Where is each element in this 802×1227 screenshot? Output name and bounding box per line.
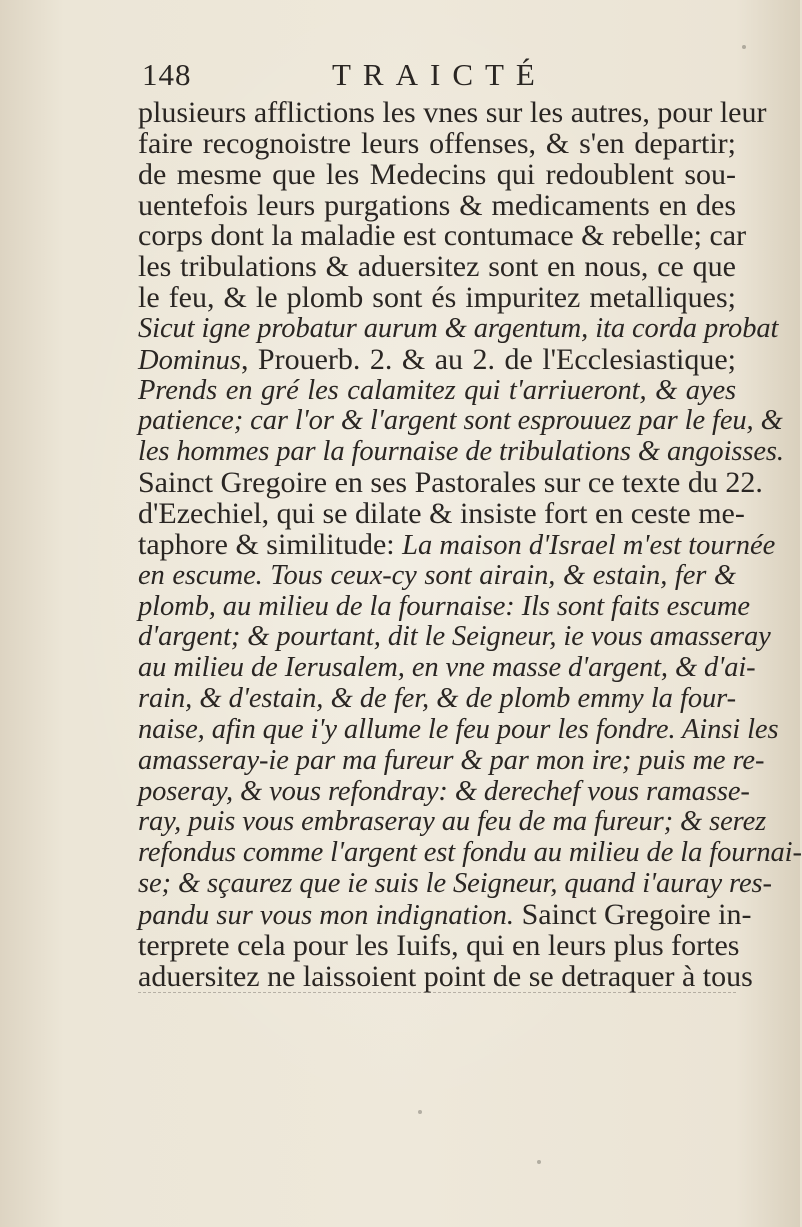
text-line: Sicut igne probatur aurum & argentum, ita corda probat xyxy=(138,312,779,344)
italic-segment: La maison d'Israel m'est tournée xyxy=(402,529,776,561)
roman-segment: taphore & similitude: xyxy=(138,527,403,561)
text-line: terprete cela pour les Iuifs, qui en leurs plus fortes xyxy=(138,928,740,962)
text-line: plomb, au milieu de la fournaise: Ils sont faits escume xyxy=(138,590,750,622)
text-line xyxy=(138,897,752,931)
text-line xyxy=(138,342,736,376)
page-number: 148 xyxy=(142,57,192,92)
text-line: d'Ezechiel, qui se dilate & insiste fort en ceste me- xyxy=(138,496,745,530)
text-line: poseray, & vous refondray: & derechef vous ramasse- xyxy=(138,775,750,807)
ink-speck xyxy=(537,1160,541,1164)
text-line: ray, puis vous embraseray au feu de ma fureur; & serez xyxy=(138,806,767,838)
text-line: corps dont la maladie est contumace & rebelle; car xyxy=(138,219,747,253)
page-header xyxy=(142,58,742,98)
roman-segment: Sainct Gregoire in- xyxy=(514,897,752,931)
text-line: les tribulations & aduersitez sont en nous, ce que xyxy=(138,250,736,284)
text-line: Prends en gré les calamitez qui t'arriueront, & ayes xyxy=(138,374,736,406)
roman-segment: , Prouerb. 2. & au 2. de l'Ecclesiastique; xyxy=(240,342,736,376)
text-line: se; & sçaurez que ie suis le Seigneur, quand i'auray res- xyxy=(138,868,772,900)
text-line: en escume. Tous ceux-cy sont airain, & estain, fer & xyxy=(138,559,736,591)
text-line: les hommes par la fournaise de tribulations & angoisses. xyxy=(138,436,784,468)
text-line: de mesme que les Medecins qui redoublent sou- xyxy=(138,157,736,191)
text-line: patience; car l'or & l'argent sont esprouuez par le feu, & xyxy=(138,405,783,437)
text-line: au milieu de Ierusalem, en vne masse d'argent, & d'ai- xyxy=(138,652,756,684)
text-line: refondus comme l'argent est fondu au milieu de la fournai- xyxy=(138,837,802,869)
text-line: Sainct Gregoire en ses Pastorales sur ce texte du 22. xyxy=(138,466,763,500)
text-line: aduersitez ne laissoient point de se detraquer à tous xyxy=(138,959,753,993)
text-line: le feu, & le plomb sont és impuritez metalliques; xyxy=(138,281,736,315)
ink-speck xyxy=(742,45,746,49)
text-line xyxy=(138,527,776,561)
text-line: amasseray-ie par ma fureur & par mon ire; puis me re- xyxy=(138,744,765,776)
text-line: d'argent; & pourtant, dit le Seigneur, ie vous amasseray xyxy=(138,621,771,653)
running-title: TRAICTÉ xyxy=(332,57,547,92)
ink-speck xyxy=(418,1110,422,1114)
text-line: plusieurs afflictions les vnes sur les autres, pour leur xyxy=(138,96,767,129)
text-line: faire recognoistre leurs offenses, & s'en departir; xyxy=(138,126,736,160)
italic-segment: pandu sur vous mon indignation. xyxy=(138,899,515,931)
text-line: rain, & d'estain, & de fer, & de plomb emmy la four- xyxy=(138,683,736,715)
italic-segment: Dominus xyxy=(138,344,241,376)
text-line: naise, afin que i'y allume le feu pour les fondre. Ainsi les xyxy=(138,713,779,745)
body-text xyxy=(138,96,802,993)
text-line: uentefois leurs purgations & medicaments en des xyxy=(138,188,736,222)
